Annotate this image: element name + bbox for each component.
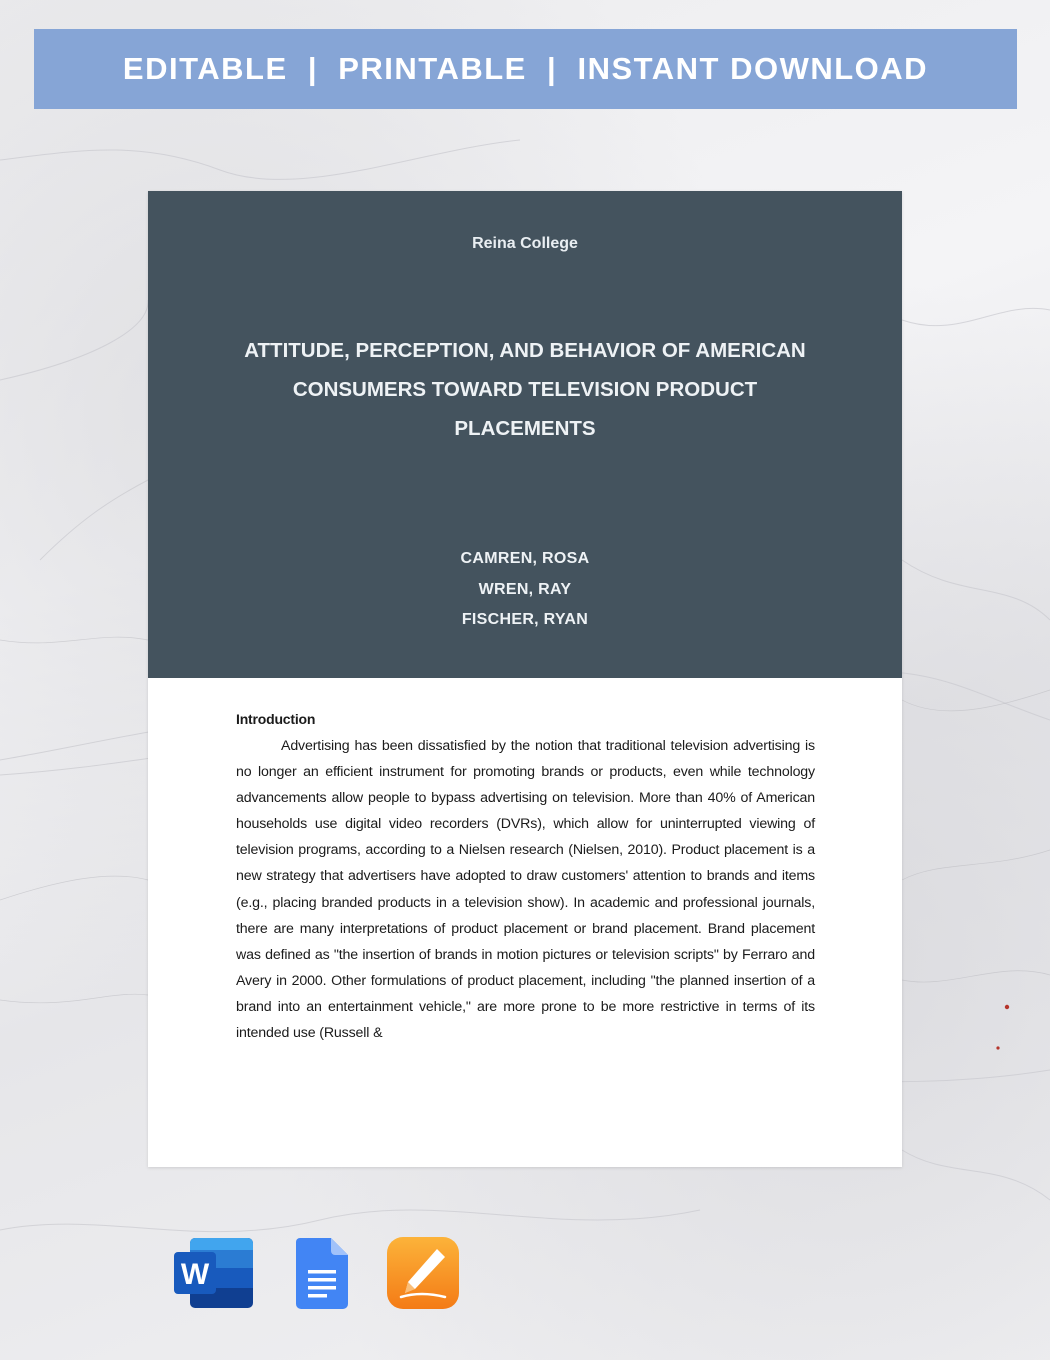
- author-name: WREN, RAY: [478, 580, 572, 598]
- cover-header: [148, 191, 902, 678]
- author-name: FISCHER, RYAN: [461, 611, 589, 628]
- document-title: [218, 331, 832, 448]
- feature-banner: [34, 29, 1017, 109]
- document-preview: [148, 191, 902, 1167]
- title-line: PLACEMENTS: [454, 417, 596, 440]
- author-name: CAMREN, ROSA: [460, 550, 590, 567]
- title-line: CONSUMERS TOWARD TELEVISION PRODUCT: [292, 378, 758, 401]
- google-docs-icon: [296, 1238, 348, 1309]
- title-line: ATTITUDE, PERCEPTION, AND BEHAVIOR OF AMERICAN: [244, 339, 806, 362]
- microsoft-word-icon: [174, 1238, 254, 1308]
- author-list: [148, 544, 902, 636]
- college-name: Reina College: [472, 235, 578, 252]
- introduction-section: [236, 711, 815, 1046]
- introduction-paragraph: Advertising has been dissatisfied by the notion that traditional television advertising is no longer an efficient instrument for promoting brands or products, even while technology advancements allow people to bypass advertising on television. More than 40% of American households use digital video recorders (DVRs), which allow for uninterrupted viewing of television programs, according to a Nielsen research (Nielsen, 2010). Product placement is a new strategy that advertisers have adopted to draw customers' attention to brands and items (e.g., placing branded products in a television show). In academic and professional journals, there are many interpretations of product placement or brand placement. Brand placement was defined as "the insertion of brands in motion pictures or television scripts" by Ferraro and Avery in 2000. Other formulations of product placement, including "the planned insertion of a brand into an entertainment vehicle," are more prone to be more restrictive in terms of its intended use (Russell &: [236, 738, 815, 1042]
- banner-text: EDITABLE | PRINTABLE | INSTANT DOWNLOAD: [122, 51, 929, 86]
- apple-pages-icon: [387, 1237, 459, 1309]
- introduction-heading: Introduction: [236, 711, 316, 727]
- word-letter: W: [180, 1258, 210, 1291]
